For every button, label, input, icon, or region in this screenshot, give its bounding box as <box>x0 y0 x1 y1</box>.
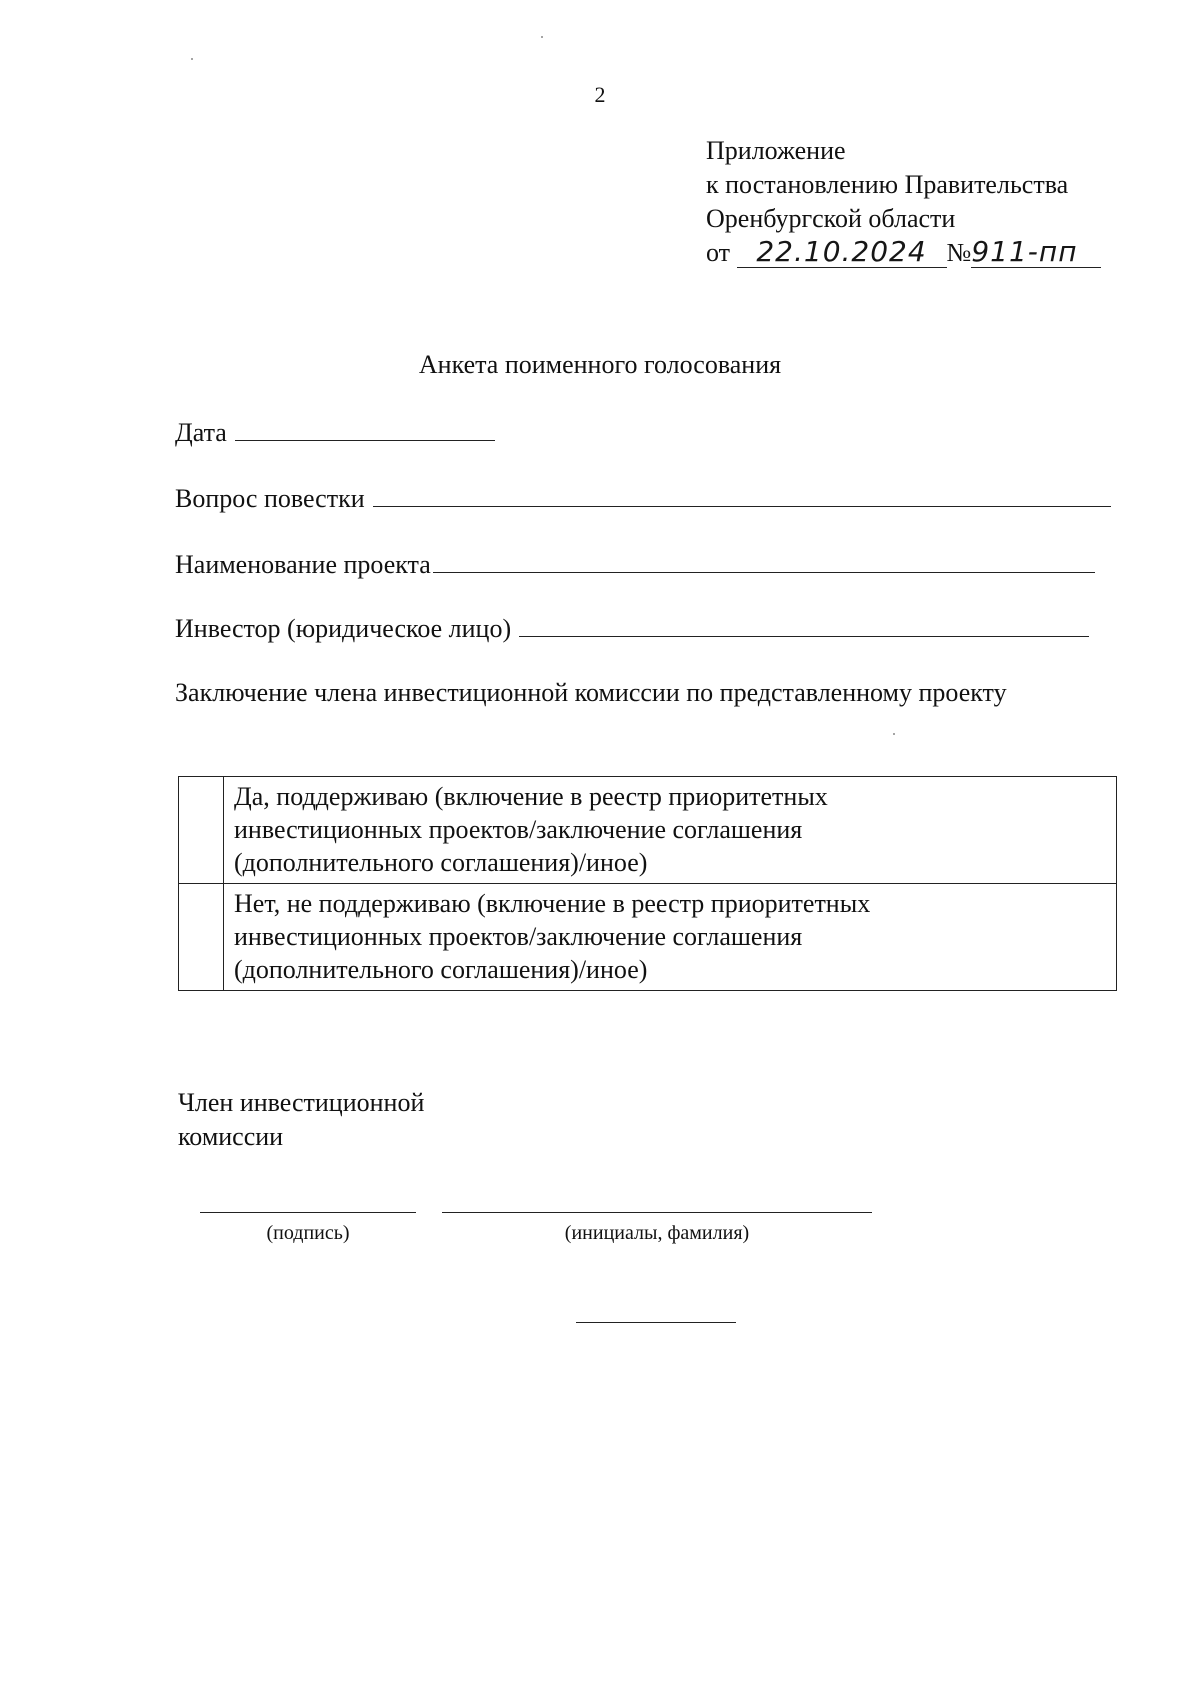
agenda-field <box>175 484 1111 514</box>
vote-checkbox-no[interactable] <box>179 884 224 991</box>
vote-table <box>178 776 1117 991</box>
conclusion-label: Заключение члена инвестиционной комиссии по представленному проекту <box>175 678 1007 707</box>
option-line: (дополнительного соглашения)/иное) <box>234 848 648 877</box>
name-line[interactable] <box>442 1212 872 1213</box>
date-prefix: от <box>706 238 731 267</box>
appendix-date-number <box>706 236 1101 270</box>
vote-option-yes <box>179 777 1117 884</box>
scan-speck <box>541 36 543 38</box>
agenda-blank-line[interactable] <box>373 486 1111 507</box>
appendix-block <box>706 134 1101 270</box>
option-line: Да, поддерживаю (включение в реестр приоритетных <box>234 782 828 811</box>
member-label <box>178 1086 424 1154</box>
member-label-line: Член инвестиционной <box>178 1088 425 1117</box>
investor-field <box>175 614 1089 644</box>
project-field <box>175 550 1095 580</box>
appendix-title: Приложение <box>706 136 846 165</box>
project-blank-line[interactable] <box>433 552 1095 573</box>
name-caption: (инициалы, фамилия) <box>564 1222 750 1244</box>
number-underline <box>971 235 1101 268</box>
investor-blank-line[interactable] <box>519 616 1089 637</box>
scan-speck <box>191 58 193 60</box>
vote-option-text <box>224 777 1117 884</box>
option-line: инвестиционных проектов/заключение соглашения <box>234 922 803 951</box>
appendix-region: Оренбургской области <box>706 204 956 233</box>
date-blank-line[interactable] <box>235 420 495 441</box>
member-label-line: комиссии <box>178 1122 284 1151</box>
handwritten-date: 22.10.2024 <box>756 235 927 268</box>
date-label: Дата <box>175 418 227 447</box>
date-underline <box>737 235 947 268</box>
vote-option-text <box>224 884 1117 991</box>
page-number: 2 <box>594 82 606 107</box>
option-line: Нет, не поддерживаю (включение в реестр приоритетных <box>234 889 871 918</box>
option-line: (дополнительного соглашения)/иное) <box>234 955 648 984</box>
signature-caption: (подпись) <box>266 1222 350 1244</box>
vote-checkbox-yes[interactable] <box>179 777 224 884</box>
end-divider <box>576 1322 736 1323</box>
date-field <box>175 418 495 448</box>
number-prefix: № <box>946 238 972 267</box>
scan-speck <box>893 733 895 735</box>
agenda-label: Вопрос повестки <box>175 484 365 513</box>
form-title: Анкета поименного голосования <box>418 350 782 379</box>
investor-label: Инвестор (юридическое лицо) <box>175 614 512 643</box>
appendix-resolution: к постановлению Правительства <box>706 170 1069 199</box>
signature-line[interactable] <box>200 1212 416 1213</box>
vote-option-no <box>179 884 1117 991</box>
project-label: Наименование проекта <box>175 550 431 579</box>
handwritten-number: 911-пп <box>971 235 1078 268</box>
option-line: инвестиционных проектов/заключение соглашения <box>234 815 803 844</box>
